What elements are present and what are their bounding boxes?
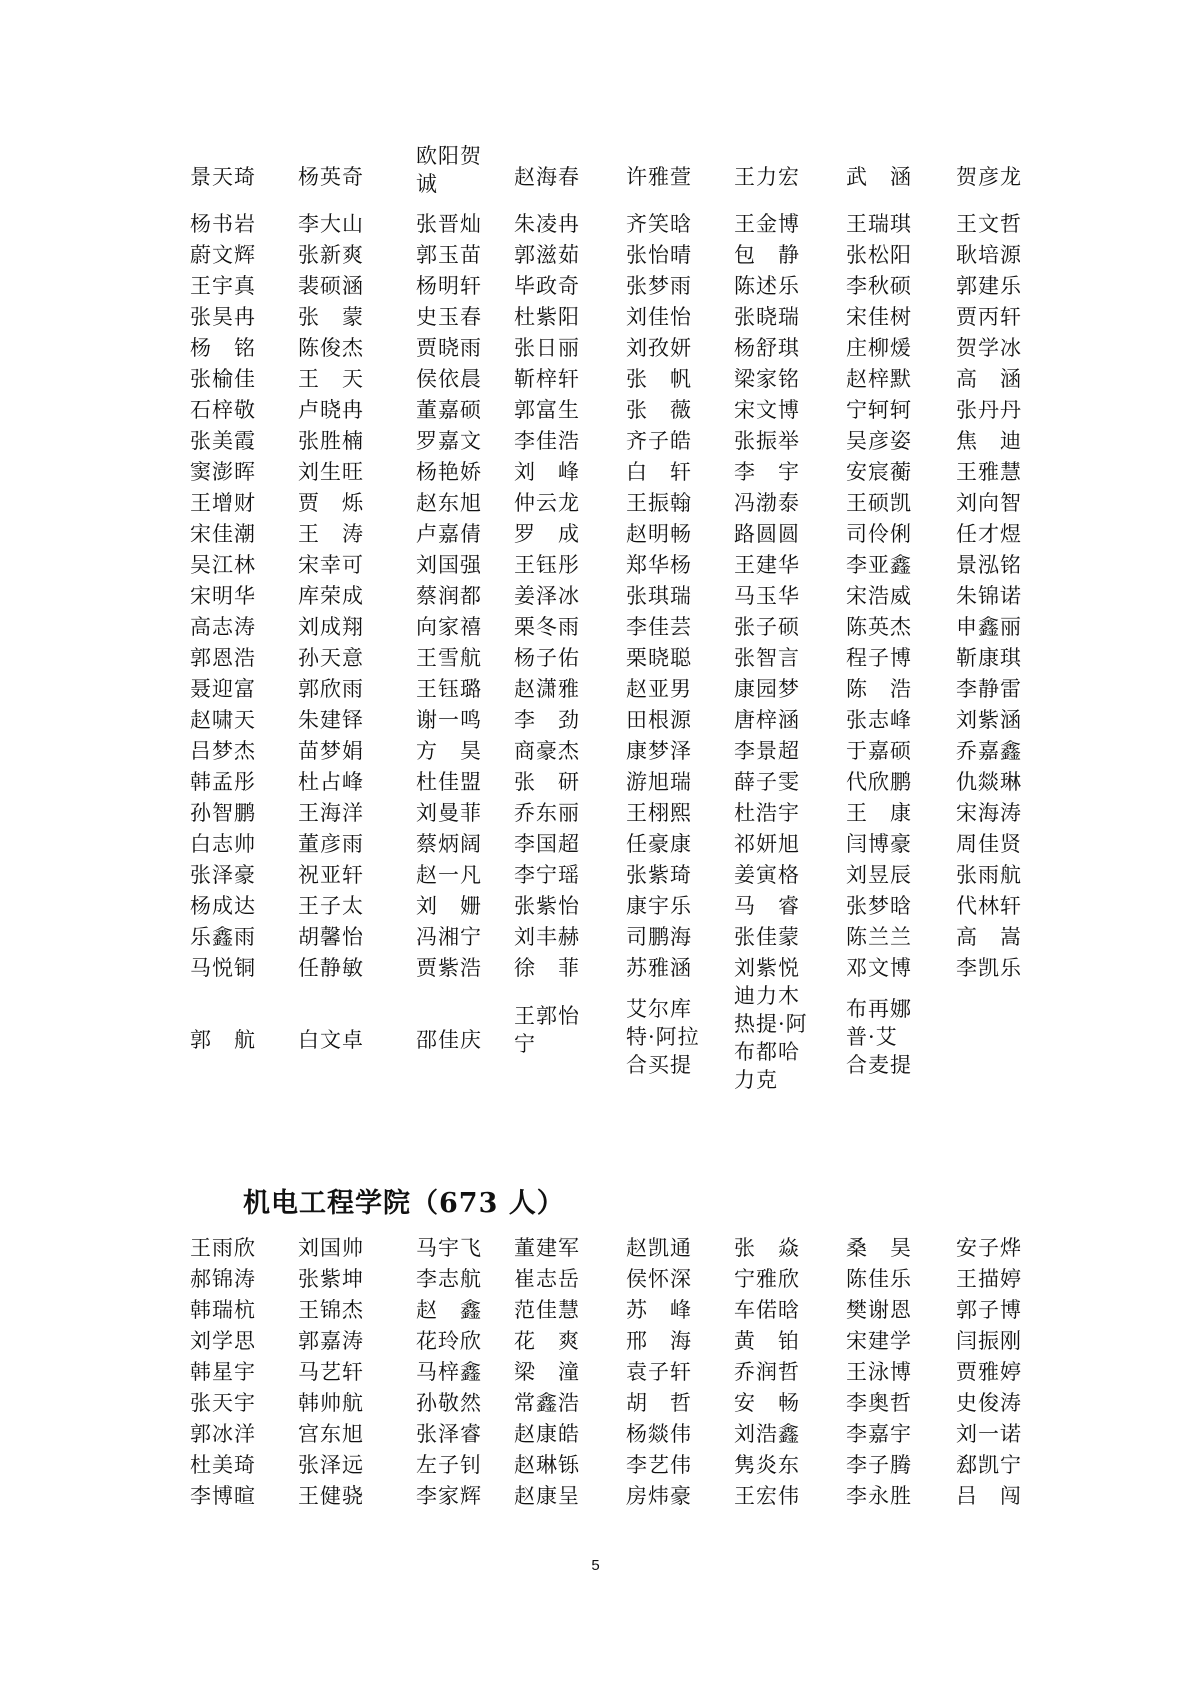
student-name: 马 睿: [734, 894, 800, 918]
student-name: 袁子轩: [626, 1360, 692, 1384]
student-name: 商豪杰: [514, 739, 580, 763]
student-name: 张榆佳: [190, 367, 256, 391]
student-name: 张振举: [734, 429, 800, 453]
student-name: 王 康: [846, 801, 912, 825]
student-name: 申鑫丽: [956, 615, 1022, 639]
student-name: 刘成翔: [298, 615, 364, 639]
student-name: 张智言: [734, 646, 800, 670]
student-name: 张新爽: [298, 243, 364, 267]
student-name: 邵佳庆: [416, 1028, 482, 1052]
student-name: 徐 菲: [514, 956, 580, 980]
student-name: 李艺伟: [626, 1453, 692, 1477]
student-name: 石梓敬: [190, 398, 256, 422]
student-name: 卢晓冉: [298, 398, 364, 422]
student-name: 郄凯宁: [956, 1453, 1022, 1477]
student-name: 宁轲轲: [846, 398, 912, 422]
student-name: 韩瑞杭: [190, 1298, 256, 1322]
student-name: 李亚鑫: [846, 553, 912, 577]
student-name: 郭 航: [190, 1028, 256, 1052]
student-name: 刘国强: [416, 553, 482, 577]
student-name: 张晋灿: [416, 212, 482, 236]
student-name: 齐子皓: [626, 429, 692, 453]
student-name: 左子钊: [416, 1453, 482, 1477]
student-name: 刘一诺: [956, 1422, 1022, 1446]
student-name: 郑华杨: [626, 553, 692, 577]
student-name: 司鹏海: [626, 925, 692, 949]
student-name: 代欣鹏: [846, 770, 912, 794]
student-name: 侯依晨: [416, 367, 482, 391]
student-name: 张紫琦: [626, 863, 692, 887]
student-name: 冯湘宁: [416, 925, 482, 949]
student-name: 张梦晗: [846, 894, 912, 918]
student-name: 陈述乐: [734, 274, 800, 298]
student-name: 王雨欣: [190, 1236, 256, 1260]
student-name: 方 昊: [416, 739, 482, 763]
student-name: 张松阳: [846, 243, 912, 267]
student-name: 吕梦杰: [190, 739, 256, 763]
student-name: 王子太: [298, 894, 364, 918]
student-name: 刘昱辰: [846, 863, 912, 887]
student-name: 梁家铭: [734, 367, 800, 391]
student-name: 王描婷: [956, 1267, 1022, 1291]
student-name: 李景超: [734, 739, 800, 763]
student-name: 刘国帅: [298, 1236, 364, 1260]
student-name: 王建华: [734, 553, 800, 577]
student-name: 花玲欣: [416, 1329, 482, 1353]
student-name: 张天宇: [190, 1391, 256, 1415]
student-name: 迪力木 热提·阿 布都哈 力克: [734, 984, 808, 1092]
student-name: 赵啸天: [190, 708, 256, 732]
student-name: 贺彦龙: [956, 165, 1022, 189]
student-name: 庄柳煖: [846, 336, 912, 360]
student-name: 乔东丽: [514, 801, 580, 825]
student-name: 董建军: [514, 1236, 580, 1260]
student-name: 田根源: [626, 708, 692, 732]
student-name: 房炜豪: [626, 1484, 692, 1508]
student-name: 王郭怡 宁: [514, 1004, 580, 1056]
student-name: 王力宏: [734, 165, 800, 189]
student-name: 罗嘉文: [416, 429, 482, 453]
student-name: 宫东旭: [298, 1422, 364, 1446]
student-name: 王雅慧: [956, 460, 1022, 484]
student-name: 赵潇雅: [514, 677, 580, 701]
student-name: 王宏伟: [734, 1484, 800, 1508]
student-name: 李佳浩: [514, 429, 580, 453]
student-name: 朱凌冉: [514, 212, 580, 236]
student-name: 司伶俐: [846, 522, 912, 546]
student-name: 康梦泽: [626, 739, 692, 763]
student-name: 姜寅格: [734, 863, 800, 887]
student-name: 欧阳贺 诚: [416, 144, 482, 196]
student-name: 王文哲: [956, 212, 1022, 236]
student-name: 祁妍旭: [734, 832, 800, 856]
student-name: 朱锦诺: [956, 584, 1022, 608]
student-name: 董嘉硕: [416, 398, 482, 422]
student-name: 闫博豪: [846, 832, 912, 856]
student-name: 窦澎晖: [190, 460, 256, 484]
student-name: 任静敏: [298, 956, 364, 980]
student-name: 任才煜: [956, 522, 1022, 546]
student-name: 贾丙轩: [956, 305, 1022, 329]
student-name: 杨舒琪: [734, 336, 800, 360]
student-name: 李佳芸: [626, 615, 692, 639]
student-name: 侯怀深: [626, 1267, 692, 1291]
student-name: 高 嵩: [956, 925, 1022, 949]
student-name: 冯渤泰: [734, 491, 800, 515]
student-name: 库荣成: [298, 584, 364, 608]
student-name: 郭滋茹: [514, 243, 580, 267]
student-name: 赵亚男: [626, 677, 692, 701]
student-name: 马宇飞: [416, 1236, 482, 1260]
student-name: 宋明华: [190, 584, 256, 608]
student-name: 李子腾: [846, 1453, 912, 1477]
student-name: 路圆圆: [734, 522, 800, 546]
student-name: 杨艳娇: [416, 460, 482, 484]
student-name: 刘 姗: [416, 894, 482, 918]
student-name: 宋建学: [846, 1329, 912, 1353]
student-name: 王雪航: [416, 646, 482, 670]
student-name: 闫振刚: [956, 1329, 1022, 1353]
student-name: 李凯乐: [956, 956, 1022, 980]
student-name: 宋浩威: [846, 584, 912, 608]
student-name: 张佳蒙: [734, 925, 800, 949]
student-name: 谢一鸣: [416, 708, 482, 732]
student-name: 吕 闯: [956, 1484, 1022, 1508]
student-name: 赵康呈: [514, 1484, 580, 1508]
student-name: 胡馨怡: [298, 925, 364, 949]
student-name: 张子硕: [734, 615, 800, 639]
student-name: 宋佳潮: [190, 522, 256, 546]
page-number: 5: [591, 1557, 600, 1574]
student-name: 郭嘉涛: [298, 1329, 364, 1353]
student-name: 蔡炳阔: [416, 832, 482, 856]
student-name: 王宇真: [190, 274, 256, 298]
student-name: 杨成达: [190, 894, 256, 918]
student-name: 张 帆: [626, 367, 692, 391]
student-name: 史玉春: [416, 305, 482, 329]
student-name: 吴江林: [190, 553, 256, 577]
student-name: 李奥哲: [846, 1391, 912, 1415]
student-name: 吴彦姿: [846, 429, 912, 453]
student-name: 贾晓雨: [416, 336, 482, 360]
student-name: 郝锦涛: [190, 1267, 256, 1291]
student-name: 乐鑫雨: [190, 925, 256, 949]
student-name: 王增财: [190, 491, 256, 515]
student-name: 郭恩浩: [190, 646, 256, 670]
student-name: 白志帅: [190, 832, 256, 856]
student-name: 张紫坤: [298, 1267, 364, 1291]
student-name: 杨明轩: [416, 274, 482, 298]
student-name: 艾尔库 特·阿拉 合买提: [626, 997, 700, 1077]
student-name: 安宸蘅: [846, 460, 912, 484]
student-name: 杨燚伟: [626, 1422, 692, 1446]
student-name: 刘孜妍: [626, 336, 692, 360]
student-name: 陈英杰: [846, 615, 912, 639]
student-name: 孙智鹏: [190, 801, 256, 825]
student-name: 崔志岳: [514, 1267, 580, 1291]
student-name: 景天琦: [190, 165, 256, 189]
student-name: 张琪瑞: [626, 584, 692, 608]
student-name: 李志航: [416, 1267, 482, 1291]
student-name: 李宁瑶: [514, 863, 580, 887]
student-name: 赵琳铄: [514, 1453, 580, 1477]
student-name: 刘生旺: [298, 460, 364, 484]
student-name: 贺学冰: [956, 336, 1022, 360]
student-name: 张昊冉: [190, 305, 256, 329]
student-name: 许雅萱: [626, 165, 692, 189]
student-name: 贾雅婷: [956, 1360, 1022, 1384]
student-name: 刘紫悦: [734, 956, 800, 980]
student-name: 梁 潼: [514, 1360, 580, 1384]
student-name: 姜泽冰: [514, 584, 580, 608]
student-name: 李 劲: [514, 708, 580, 732]
student-name: 程子博: [846, 646, 912, 670]
student-name: 郭欣雨: [298, 677, 364, 701]
student-name: 杜佳盟: [416, 770, 482, 794]
student-name: 栗晓聪: [626, 646, 692, 670]
student-name: 白文卓: [298, 1028, 364, 1052]
student-name: 张 焱: [734, 1236, 800, 1260]
student-name: 杨书岩: [190, 212, 256, 236]
student-name: 张紫怡: [514, 894, 580, 918]
student-name: 毕政奇: [514, 274, 580, 298]
student-name: 韩星宇: [190, 1360, 256, 1384]
student-name: 王锦杰: [298, 1298, 364, 1322]
student-name: 赵东旭: [416, 491, 482, 515]
student-name: 杜美琦: [190, 1453, 256, 1477]
student-name: 代林轩: [956, 894, 1022, 918]
student-name: 张雨航: [956, 863, 1022, 887]
student-name: 邓文博: [846, 956, 912, 980]
student-name: 李永胜: [846, 1484, 912, 1508]
student-name: 王泳博: [846, 1360, 912, 1384]
student-name: 刘佳怡: [626, 305, 692, 329]
student-name: 王栩熙: [626, 801, 692, 825]
student-name: 苗梦娟: [298, 739, 364, 763]
student-name: 聂迎富: [190, 677, 256, 701]
student-name: 仇燚琳: [956, 770, 1022, 794]
student-name: 陈 浩: [846, 677, 912, 701]
student-name: 杨 铭: [190, 336, 256, 360]
student-name: 唐梓涵: [734, 708, 800, 732]
student-name: 邢 海: [626, 1329, 692, 1353]
student-name: 常鑫浩: [514, 1391, 580, 1415]
student-name: 刘丰赫: [514, 925, 580, 949]
student-name: 孙敬然: [416, 1391, 482, 1415]
student-name: 郭富生: [514, 398, 580, 422]
student-name: 卢嘉倩: [416, 522, 482, 546]
student-name: 桑 昊: [846, 1236, 912, 1260]
student-name: 刘向智: [956, 491, 1022, 515]
student-name: 王振翰: [626, 491, 692, 515]
student-name: 苏 峰: [626, 1298, 692, 1322]
student-name: 刘 峰: [514, 460, 580, 484]
student-name: 焦 迪: [956, 429, 1022, 453]
student-name: 栗冬雨: [514, 615, 580, 639]
student-name: 宋文博: [734, 398, 800, 422]
student-name: 高 涵: [956, 367, 1022, 391]
student-name: 张 蒙: [298, 305, 364, 329]
student-name: 张丹丹: [956, 398, 1022, 422]
student-name: 马艺轩: [298, 1360, 364, 1384]
student-name: 齐笑晗: [626, 212, 692, 236]
student-name: 于嘉硕: [846, 739, 912, 763]
student-name: 张日丽: [514, 336, 580, 360]
student-name: 王 涛: [298, 522, 364, 546]
student-name: 郭冰洋: [190, 1422, 256, 1446]
student-name: 耿培源: [956, 243, 1022, 267]
student-name: 宋幸可: [298, 553, 364, 577]
student-name: 郭子博: [956, 1298, 1022, 1322]
student-name: 刘曼菲: [416, 801, 482, 825]
student-name: 李嘉宇: [846, 1422, 912, 1446]
student-name: 李静雷: [956, 677, 1022, 701]
student-name: 黄 铂: [734, 1329, 800, 1353]
student-name: 王钰彤: [514, 553, 580, 577]
student-name: 李秋硕: [846, 274, 912, 298]
student-name: 张 薇: [626, 398, 692, 422]
student-name: 张晓瑞: [734, 305, 800, 329]
student-name: 布再娜 普·艾 合麦提: [846, 997, 912, 1077]
student-name: 张胜楠: [298, 429, 364, 453]
student-name: 李 宇: [734, 460, 800, 484]
student-name: 乔润哲: [734, 1360, 800, 1384]
student-name: 赵康皓: [514, 1422, 580, 1446]
student-name: 安 畅: [734, 1391, 800, 1415]
student-name: 游旭瑞: [626, 770, 692, 794]
section-heading: 机电工程学院（673 人）: [243, 1188, 565, 1219]
student-name: 胡 哲: [626, 1391, 692, 1415]
student-name: 刘浩鑫: [734, 1422, 800, 1446]
student-name: 赵 鑫: [416, 1298, 482, 1322]
student-name: 王健骁: [298, 1484, 364, 1508]
student-name: 张梦雨: [626, 274, 692, 298]
student-name: 王钰璐: [416, 677, 482, 701]
student-name: 张怡晴: [626, 243, 692, 267]
student-name: 朱建铎: [298, 708, 364, 732]
student-name: 张 研: [514, 770, 580, 794]
student-name: 王瑞琪: [846, 212, 912, 236]
student-name: 李家辉: [416, 1484, 482, 1508]
student-name: 贾 烁: [298, 491, 364, 515]
student-name: 周佳贤: [956, 832, 1022, 856]
student-name: 宋佳树: [846, 305, 912, 329]
student-name: 杜浩宇: [734, 801, 800, 825]
student-name: 郭玉苗: [416, 243, 482, 267]
student-name: 刘紫涵: [956, 708, 1022, 732]
student-name: 杜占峰: [298, 770, 364, 794]
student-name: 孙天意: [298, 646, 364, 670]
student-name: 赵明畅: [626, 522, 692, 546]
student-name: 赵凯通: [626, 1236, 692, 1260]
student-name: 李博暄: [190, 1484, 256, 1508]
student-name: 包 静: [734, 243, 800, 267]
student-name: 赵一凡: [416, 863, 482, 887]
student-name: 靳梓轩: [514, 367, 580, 391]
student-name: 张泽豪: [190, 863, 256, 887]
student-name: 范佳慧: [514, 1298, 580, 1322]
student-name: 祝亚轩: [298, 863, 364, 887]
student-name: 李国超: [514, 832, 580, 856]
student-name: 马梓鑫: [416, 1360, 482, 1384]
student-name: 杜紫阳: [514, 305, 580, 329]
student-name: 宁雅欣: [734, 1267, 800, 1291]
student-name: 马悦铜: [190, 956, 256, 980]
student-name: 刘学思: [190, 1329, 256, 1353]
student-name: 宋海涛: [956, 801, 1022, 825]
student-name: 王硕凯: [846, 491, 912, 515]
student-name: 杨英奇: [298, 165, 364, 189]
student-name: 王金博: [734, 212, 800, 236]
student-name: 王 天: [298, 367, 364, 391]
student-name: 高志涛: [190, 615, 256, 639]
student-name: 张泽远: [298, 1453, 364, 1477]
student-name: 郭建乐: [956, 274, 1022, 298]
student-name: 张泽睿: [416, 1422, 482, 1446]
student-name: 花 爽: [514, 1329, 580, 1353]
student-name: 乔嘉鑫: [956, 739, 1022, 763]
student-name: 马玉华: [734, 584, 800, 608]
student-name: 裴硕涵: [298, 274, 364, 298]
student-name: 安子烨: [956, 1236, 1022, 1260]
student-name: 张志峰: [846, 708, 912, 732]
student-name: 苏雅涵: [626, 956, 692, 980]
student-name: 隽炎东: [734, 1453, 800, 1477]
student-name: 武 涵: [846, 165, 912, 189]
student-name: 靳康琪: [956, 646, 1022, 670]
student-name: 陈俊杰: [298, 336, 364, 360]
student-name: 车偌晗: [734, 1298, 800, 1322]
student-name: 康园梦: [734, 677, 800, 701]
student-name: 蔡润都: [416, 584, 482, 608]
student-name: 康宇乐: [626, 894, 692, 918]
student-name: 仲云龙: [514, 491, 580, 515]
student-name: 薛子雯: [734, 770, 800, 794]
student-name: 陈佳乐: [846, 1267, 912, 1291]
student-name: 张美霞: [190, 429, 256, 453]
student-name: 任豪康: [626, 832, 692, 856]
student-name: 景泓铭: [956, 553, 1022, 577]
student-name: 蔚文辉: [190, 243, 256, 267]
student-name: 杨子佑: [514, 646, 580, 670]
student-name: 赵海春: [514, 165, 580, 189]
student-name: 史俊涛: [956, 1391, 1022, 1415]
student-name: 向家禧: [416, 615, 482, 639]
student-name: 罗 成: [514, 522, 580, 546]
student-name: 贾紫浩: [416, 956, 482, 980]
student-name: 李大山: [298, 212, 364, 236]
student-name: 白 轩: [626, 460, 692, 484]
student-name: 陈兰兰: [846, 925, 912, 949]
student-name: 韩孟彤: [190, 770, 256, 794]
student-name: 王海洋: [298, 801, 364, 825]
student-name: 赵梓默: [846, 367, 912, 391]
student-name: 董彦雨: [298, 832, 364, 856]
student-name: 樊谢恩: [846, 1298, 912, 1322]
student-name: 韩帅航: [298, 1391, 364, 1415]
